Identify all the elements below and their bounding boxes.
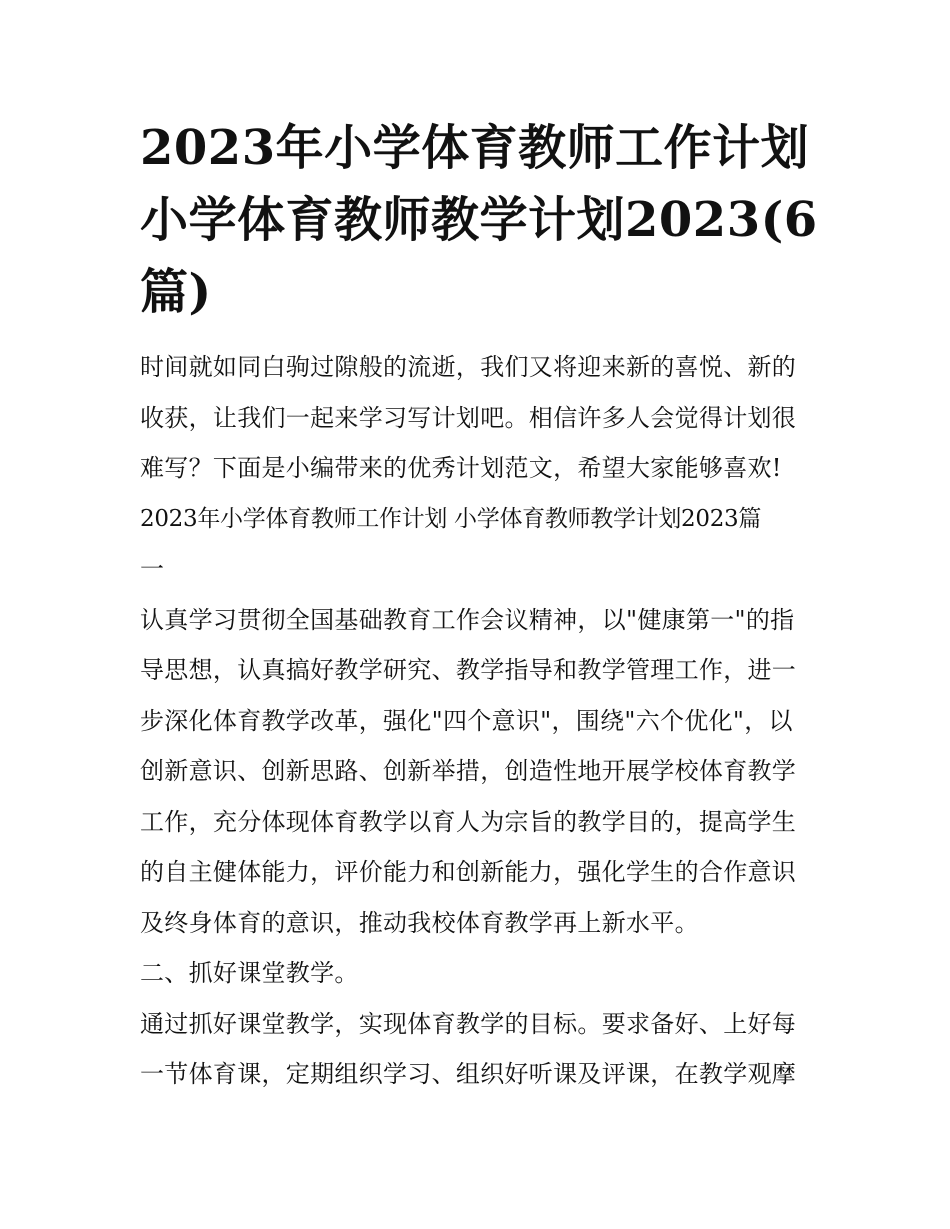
section-heading-paragraph: [140, 494, 812, 595]
text-line: 通过抓好课堂教学，实现体育教学的目标。要求备好、上好每: [140, 1009, 797, 1038]
text-line: 工作，充分体现体育教学以育人为宗旨的教学目的，提高学生: [140, 807, 797, 836]
text-line: 创新意识、创新思路、创新举措，创造性地开展学校体育教学: [140, 757, 797, 785]
classroom-teaching-paragraph: [140, 999, 812, 1100]
text-line: 收获，让我们一起来学习写计划吧。相信许多人会觉得计划很: [140, 403, 797, 432]
title-line: 2023年小学体育教师工作计划: [140, 120, 810, 176]
text-line: 步深化体育教学改革，强化"四个意识"，围绕"六个优化"，以: [140, 706, 793, 735]
title-line: 篇): [140, 264, 212, 320]
text-line: 一节体育课，定期组织学习、组织好听课及评课，在教学观摩: [140, 1060, 797, 1088]
text-line: 认真学习贯彻全国基础教育工作会议精神，以"健康第一"的指: [140, 605, 795, 634]
text-line: 一: [140, 555, 165, 583]
text-line: 导思想，认真搞好教学研究、教学指导和教学管理工作，进一: [140, 656, 797, 684]
text-line: 2023年小学体育教师工作计划 小学体育教师教学计划2023篇: [140, 505, 762, 532]
subsection-heading: [140, 948, 812, 999]
text-line: 的自主健体能力，评价能力和创新能力，强化学生的合作意识: [140, 858, 797, 886]
text-line: 难写？下面是小编带来的优秀计划范文，希望大家能够喜欢!: [140, 454, 782, 482]
document-title: [140, 112, 818, 328]
text-line: 二、抓好课堂教学。: [140, 959, 359, 987]
document-body: [140, 112, 818, 1100]
text-line: 时间就如同白驹过隙般的流逝，我们又将迎来新的喜悦、新的: [140, 353, 797, 381]
title-line: 小学体育教师教学计划2023(6: [140, 192, 818, 248]
text-line: 及终身体育的意识，推动我校体育教学再上新水平。: [140, 908, 699, 937]
intro-paragraph: [140, 342, 812, 494]
guiding-ideology-paragraph: [140, 595, 812, 949]
